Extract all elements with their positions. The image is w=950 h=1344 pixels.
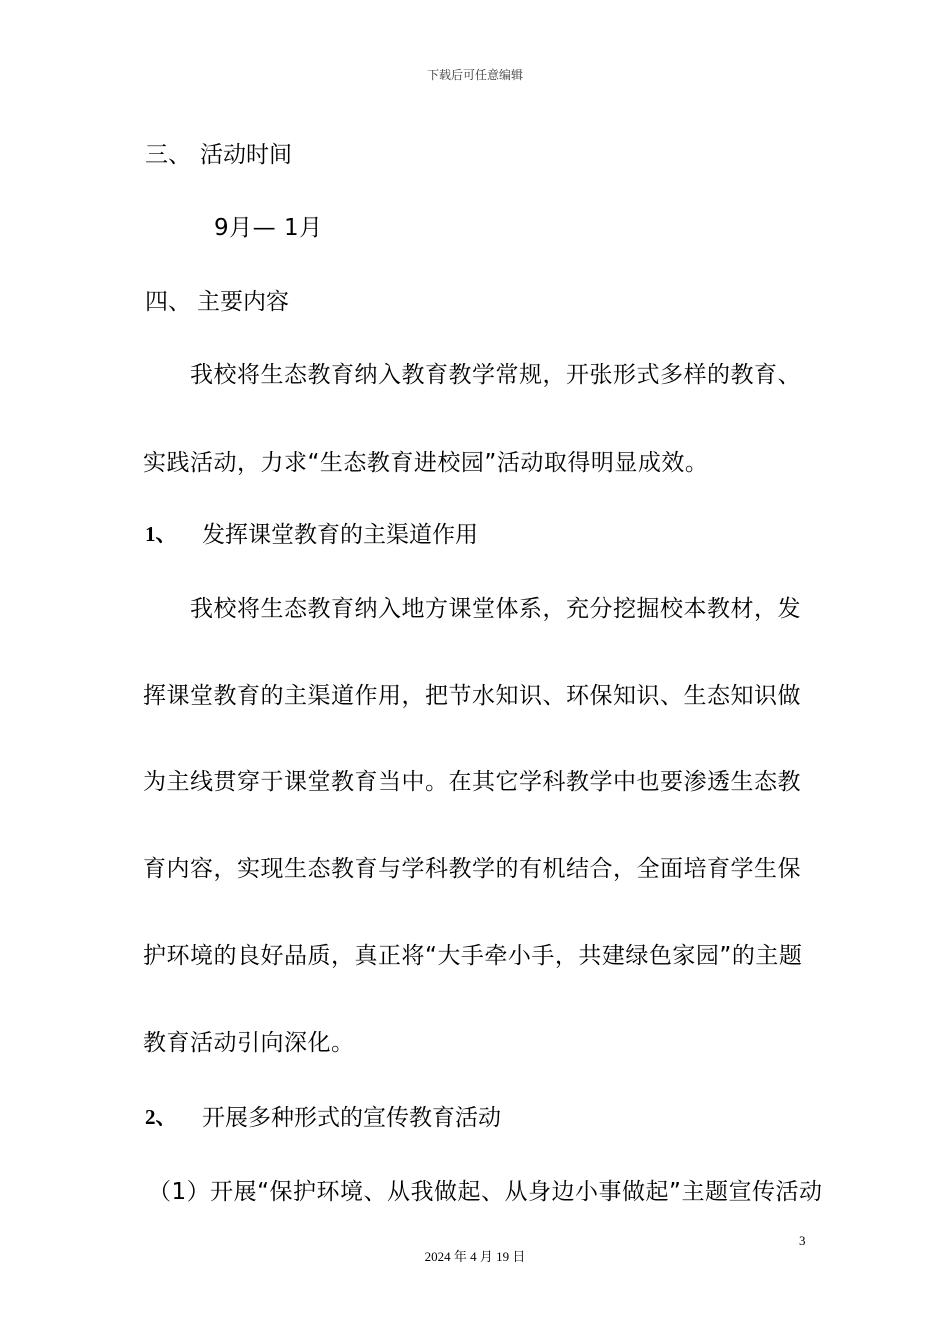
section-number: 四、 (145, 289, 191, 315)
subsection-number: 1、 (145, 522, 177, 546)
paragraph-line: 为主线贯穿于课堂教育当中。在其它学科教学中也要渗透生态教 (143, 769, 801, 795)
subsection-title: 开展多种形式的宣传教育活动 (202, 1105, 501, 1131)
paragraph-line: 育内容，实现生态教育与学科教学的有机结合，全面培育学生保 (143, 856, 801, 882)
page-header: 下载后可任意编辑 (426, 68, 523, 82)
footer-date: 2024 年 4 月 19 日 (424, 1249, 526, 1264)
page-number: 3 (799, 1233, 806, 1248)
paragraph-line: （1）开展“保护环境、从我做起、从身边小事做起”主题宣传活动 (148, 1179, 823, 1205)
section-title: 活动时间 (200, 142, 292, 168)
paragraph-line: 挥课堂教育的主渠道作用，把节水知识、环保知识、生态知识做 (143, 683, 801, 709)
section-number: 三、 (145, 142, 191, 168)
subsection-number: 2、 (145, 1105, 177, 1129)
section-title: 主要内容 (197, 289, 289, 315)
paragraph-line: 我校将生态教育纳入地方课堂体系，充分挖掘校本教材，发 (190, 596, 801, 622)
subsection-title: 发挥课堂教育的主渠道作用 (202, 522, 478, 548)
paragraph-line: 我校将生态教育纳入教育教学常规，开张形式多样的教育、 (190, 362, 801, 388)
paragraph-line: 护环境的良好品质，真正将“大手牵小手，共建绿色家园”的主题 (143, 943, 803, 969)
paragraph-line: 教育活动引向深化。 (143, 1030, 355, 1056)
activity-time-text: 9月— 1月 (214, 215, 323, 241)
paragraph-line: 实践活动，力求“生态教育进校园”活动取得明显成效。 (143, 450, 709, 476)
